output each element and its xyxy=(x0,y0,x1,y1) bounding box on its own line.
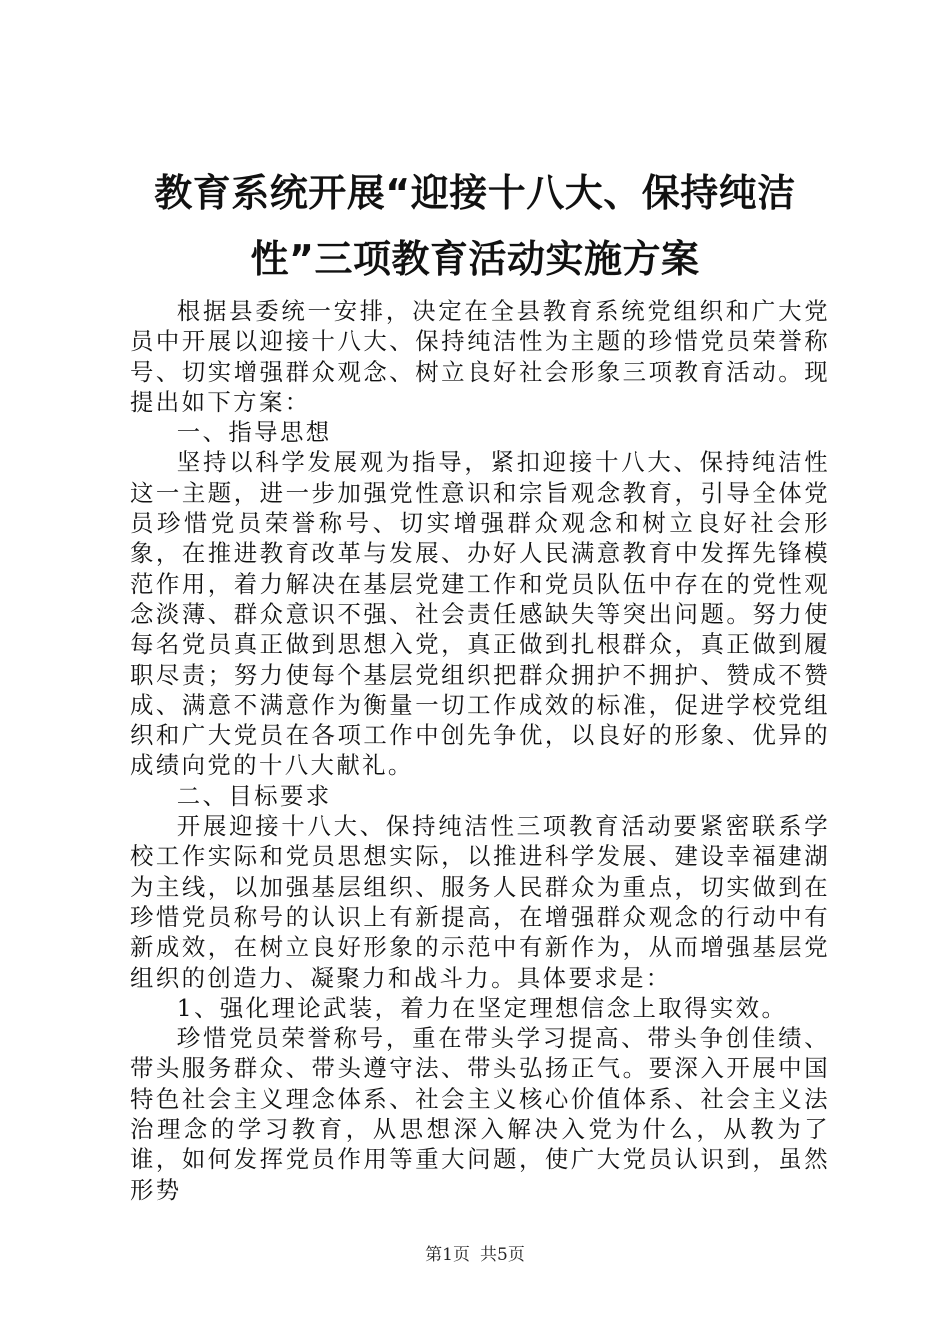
subsection-heading-theory: 1、强化理论武装，着力在坚定理想信念上取得实效。 xyxy=(176,993,788,1022)
document-title: 教育系统开展“迎接十八大、保持纯洁性”三项教育活动实施方案 xyxy=(154,171,796,281)
section-heading-goals: 二、目标要求 xyxy=(176,781,332,810)
page-total: 共5页 xyxy=(480,1245,525,1265)
theory-paragraph: 珍惜党员荣誉称号，重在带头学习提高、带头争创佳绩、带头服务群众、带头遵守法、带头弘扬正气。要深入开展中国特色社会主义理念体系、社会主义核心价值体系、社会主义法治理念的学习教育，从思想深入解决入党为什么，从教为了谁，如何发挥党员作用等重大问题，使广大党员认识到，虽然形势 xyxy=(130,1024,830,1204)
page-number: 第1页 xyxy=(425,1245,470,1265)
guiding-ideology-paragraph: 坚持以科学发展观为指导，紧扣迎接十八大、保持纯洁性这一主题，进一步加强党性意识和宗旨观念教育，引导全体党员珍惜党员荣誉称号、切实增强群众观念和树立良好社会形象，在推进教育改革与发展、办好人民满意教育中发挥先锋模范作用，着力解决在基层党建工作和党员队伍中存在的党性观念淡薄、群众意识不强、社会责任感缺失等突出问题。努力使每名党员真正做到思想入党，真正做到扎根群众，真正做到履职尽责；努力使每个基层党组织把群众拥护不拥护、赞成不赞成、满意不满意作为衡量一切工作成效的标准，促进学校党组织和广大党员在各项工作中创先争优，以良好的形象、优异的成绩向党的十八大献礼。 xyxy=(130,448,830,780)
goals-paragraph: 开展迎接十八大、保持纯洁性三项教育活动要紧密联系学校工作实际和党员思想实际，以推进科学发展、建设幸福建湖为主线，以加强基层组织、服务人民群众为重点，切实做到在珍惜党员称号的认识上有新提高，在增强群众观念的行动中有新成效，在树立良好形象的示范中有新作为，从而增强基层党组织的创造力、凝聚力和战斗力。具体要求是： xyxy=(130,812,830,992)
document-body xyxy=(130,296,830,1205)
intro-paragraph: 根据县委统一安排，决定在全县教育系统党组织和广大党员中开展以迎接十八大、保持纯洁性为主题的珍惜党员荣誉称号、切实增强群众观念、树立良好社会形象三项教育活动。现提出如下方案： xyxy=(130,297,830,416)
page-footer xyxy=(0,1244,950,1266)
section-heading-guiding-ideology: 一、指导思想 xyxy=(176,418,332,447)
